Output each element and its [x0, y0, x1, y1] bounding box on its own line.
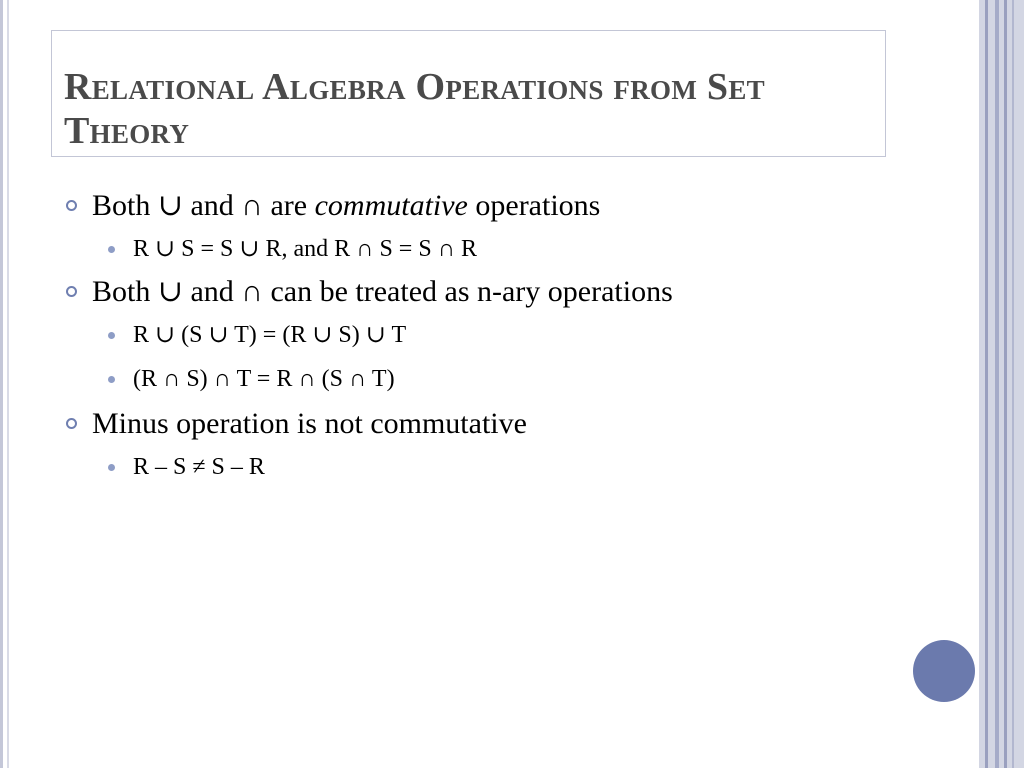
- sub-bullet-item: [62, 362, 962, 396]
- slide-title: Relational Algebra Operations from Set Theory: [64, 66, 765, 152]
- bullet-dot-icon: [108, 376, 115, 383]
- right-decorative-line: [985, 0, 988, 768]
- title-box: [51, 30, 886, 157]
- bullet-dot-icon: [108, 464, 115, 471]
- bullet-ring-icon: [66, 286, 77, 297]
- bullet-text-post: operations: [467, 189, 601, 222]
- bullet-text: Minus operation is not commutative: [92, 407, 527, 440]
- bullet-dot-icon: [108, 246, 115, 253]
- decorative-circle: [913, 640, 975, 702]
- bullet-item-n-ary: [62, 272, 962, 312]
- left-border-stripe: [0, 0, 3, 768]
- bullet-ring-icon: [66, 418, 77, 429]
- bullet-item-commutative: [62, 186, 962, 226]
- sub-bullet-text: R ∪ S = S ∪ R, and R ∩ S = S ∩ R: [133, 236, 478, 262]
- bullet-item-minus: [62, 404, 962, 444]
- sub-bullet-item: [62, 318, 962, 352]
- bullet-ring-icon: [66, 200, 77, 211]
- right-decorative-line: [1012, 0, 1014, 768]
- sub-bullet-item: [62, 232, 962, 266]
- right-decorative-line: [1004, 0, 1007, 768]
- sub-bullet-text: (R ∩ S) ∩ T = R ∩ (S ∩ T): [133, 366, 395, 392]
- bullet-text-pre: Both ∪ and ∩ are: [92, 189, 315, 222]
- left-border-stripe-inner: [7, 0, 9, 768]
- bullet-dot-icon: [108, 332, 115, 339]
- right-decorative-line: [995, 0, 999, 768]
- sub-bullet-item: [62, 450, 962, 484]
- bullet-list: [62, 186, 962, 484]
- sub-bullet-text: R – S ≠ S – R: [133, 454, 265, 480]
- bullet-text-emphasis: commutative: [314, 189, 468, 222]
- sub-bullet-text: R ∪ (S ∪ T) = (R ∪ S) ∪ T: [133, 322, 407, 348]
- bullet-text: Both ∪ and ∩ can be treated as n-ary operations: [92, 275, 673, 308]
